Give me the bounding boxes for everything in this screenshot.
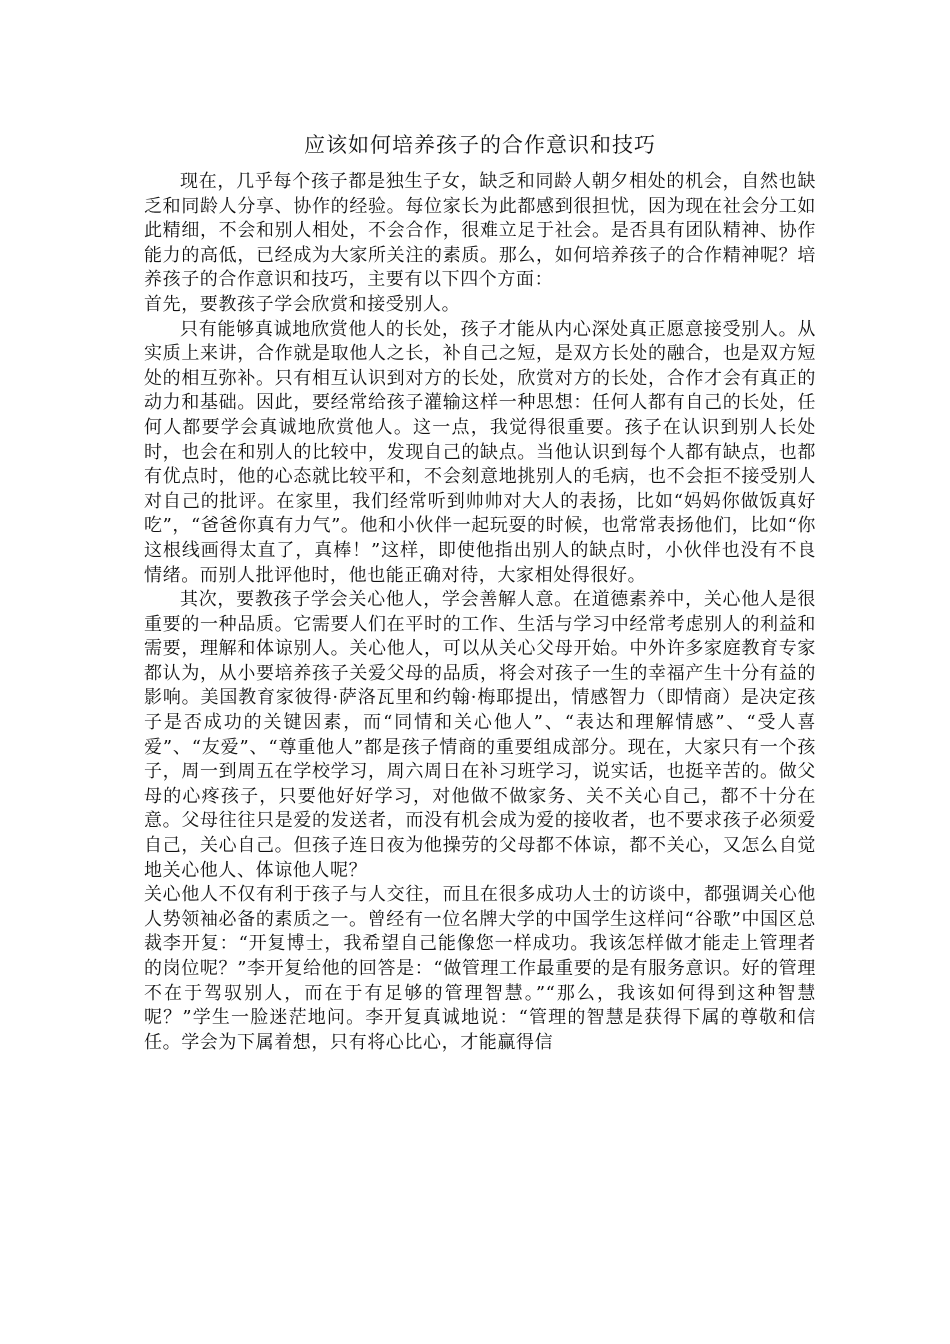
document-page [144,130,816,1055]
paragraph-first-point-heading: 首先，要教孩子学会欣赏和接受别人。 [144,293,461,315]
paragraph-intro: 现在，几乎每个孩子都是独生子女，缺乏和同龄人朝夕相处的机会，自然也缺乏和同龄人分享、协作的经验。每位家长为此都感到很担忧，因为现在社会分工如此精细，不会和别人相处，不会合作，很难立足于社会。是否具有团队精神、协作能力的高低，已经成为大家所关注的素质。那么，如何培养孩子的合作精神呢？培养孩子的合作意识和技巧，主要有以下四个方面： [144,171,816,291]
paragraph-leadership-example: 关心他人不仅有利于孩子与人交往，而且在很多成功人士的访谈中，都强调关心他人势领袖必备的素质之一。曾经有一位名牌大学的中国学生这样问“谷歌”中国区总裁李开复：“开复博士，我希望自己能像您一样成功。我该怎样做才能走上管理者的岗位呢？”李开复给他的回答是：“做管理工作最重要的是有服务意识。好的管理不在于驾驭别人，而在于有足够的管理智慧。”“那么，我该如何得到这种智慧呢？”学生一脸迷茫地问。李开复真诚地说：“管理的智慧是获得下属的尊敬和信任。学会为下属着想，只有将心比心，才能赢得信 [144,884,816,1053]
paragraph-care-for-others: 其次，要教孩子学会关心他人，学会善解人意。在道德素养中，关心他人是很重要的一种品质。它需要人们在平时的工作、生活与学习中经常考虑别人的利益和需要，理解和体谅别人。关心他人，可以从关心父母开始。中外许多家庭教育专家都认为，从小要培养孩子关爱父母的品质，将会对孩子一生的幸福产生十分有益的影响。美国教育家彼得·萨洛瓦里和约翰·梅耶提出，情感智力（即情商）是决定孩子是否成功的关键因素，而“同情和关心他人”、“表达和理解情感”、“受人喜爱”、“友爱”、“尊重他人”都是孩子情商的重要组成部分。现在，大家只有一个孩子，周一到周五在学校学习，周六周日在补习班学习，说实话，也挺辛苦的。做父母的心疼孩子，只要他好好学习，对他做不做家务、关不关心自己，都不十分在意。父母往往只是爱的发送者，而没有机会成为爱的接收者，也不要求孩子必须爱自己，关心自己。但孩子连日夜为他操劳的父母都不体谅，都不关心，又怎么自觉地关心他人、体谅他人呢？ [144,589,816,881]
document-title: 应该如何培养孩子的合作意识和技巧 [304,133,656,157]
paragraph-appreciate-others: 只有能够真诚地欣赏他人的长处，孩子才能从内心深处真正愿意接受别人。从实质上来讲，合作就是取他人之长，补自己之短，是双方长处的融合，也是双方短处的相互弥补。只有相互认识到对方的长处，欣赏对方的长处，合作才会有真正的动力和基础。因此，要经常给孩子灌输这样一种思想：任何人都有自己的长处，任何人都要学会真诚地欣赏他人。这一点，我觉得很重要。孩子在认识到别人长处时，也会在和别人的比较中，发现自己的缺点。当他认识到每个人都有缺点，也都有优点时，他的心态就比较平和，不会刻意地挑别人的毛病，也不会拒不接受别人对自己的批评。在家里，我们经常听到帅帅对大人的表扬，比如“妈妈你做饭真好吃”，“爸爸你真有力气”。他和小伙伴一起玩耍的时候，也常常表扬他们，比如“你这根线画得太直了，真棒！”这样，即使他指出别人的缺点时，小伙伴也没有不良情绪。而别人批评他时，他也能正确对待，大家相处得很好。 [144,318,816,586]
